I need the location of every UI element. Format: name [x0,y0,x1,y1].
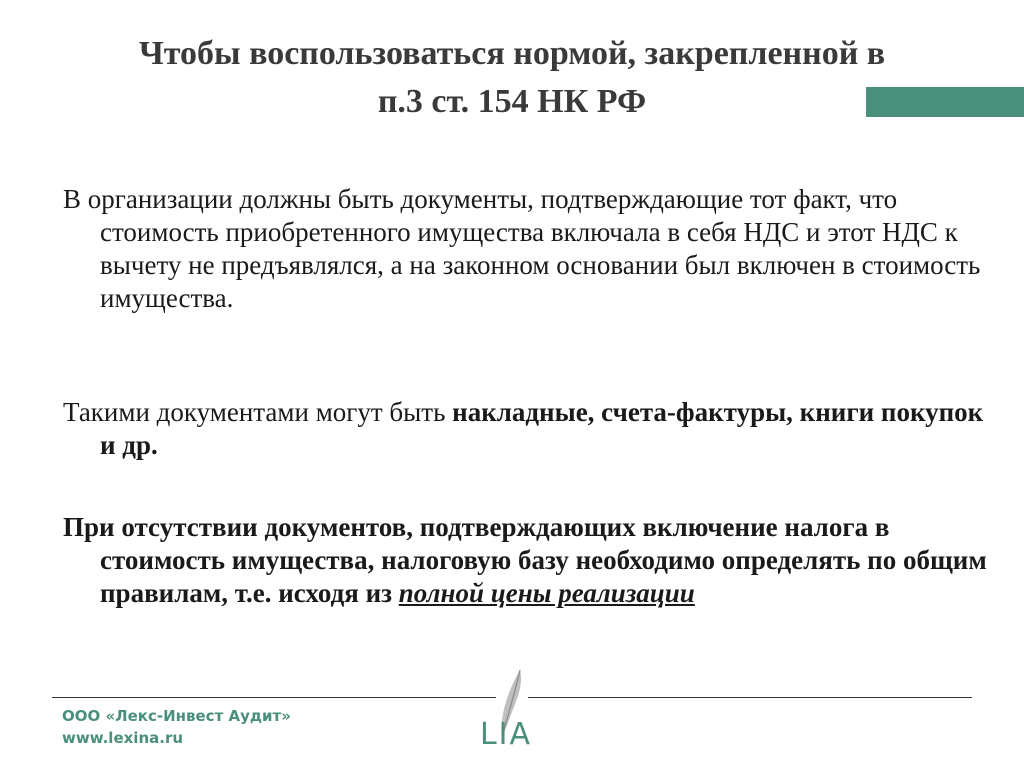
logo-text: LIA [479,717,533,752]
company-website[interactable]: www.lexina.ru [62,729,184,747]
paragraph-no-documents [63,511,1000,610]
full-sale-price-emphasis: полной цены реализации [398,578,695,608]
document-types-list: накладные, счета-фактуры, книги покупок и др. [100,397,984,460]
page-title [40,30,984,126]
footer-divider-left [52,697,496,698]
footer-company-info [62,705,291,749]
paragraph-document-types [63,396,1000,462]
company-name: ООО «Лекс-Инвест Аудит» [62,707,291,725]
footer-divider-right [528,697,972,698]
paragraph-documents [63,183,1000,315]
accent-bar [866,87,1024,117]
paragraph-document-types-text: Такими документами могут быть [63,397,453,427]
paragraph-documents-text: В организации должны быть документы, подтверждающие тот факт, что стоимость приобретенного имущества включала в себя НДС и этот НДС к вычету не предъявлялся, а на законном основании был включен в стоимость имущества. [63,184,981,313]
title-line-2: п.3 ст. 154 НК РФ [377,83,647,120]
paragraph-no-documents-text: При отсутствии документов, подтверждающих включение налога в стоимость имущества, налоговую базу необходимо определять по общим правилам, т.е. исходя из [63,512,987,608]
title-line-1: Чтобы воспользоваться нормой, закрепленной в [138,35,886,72]
